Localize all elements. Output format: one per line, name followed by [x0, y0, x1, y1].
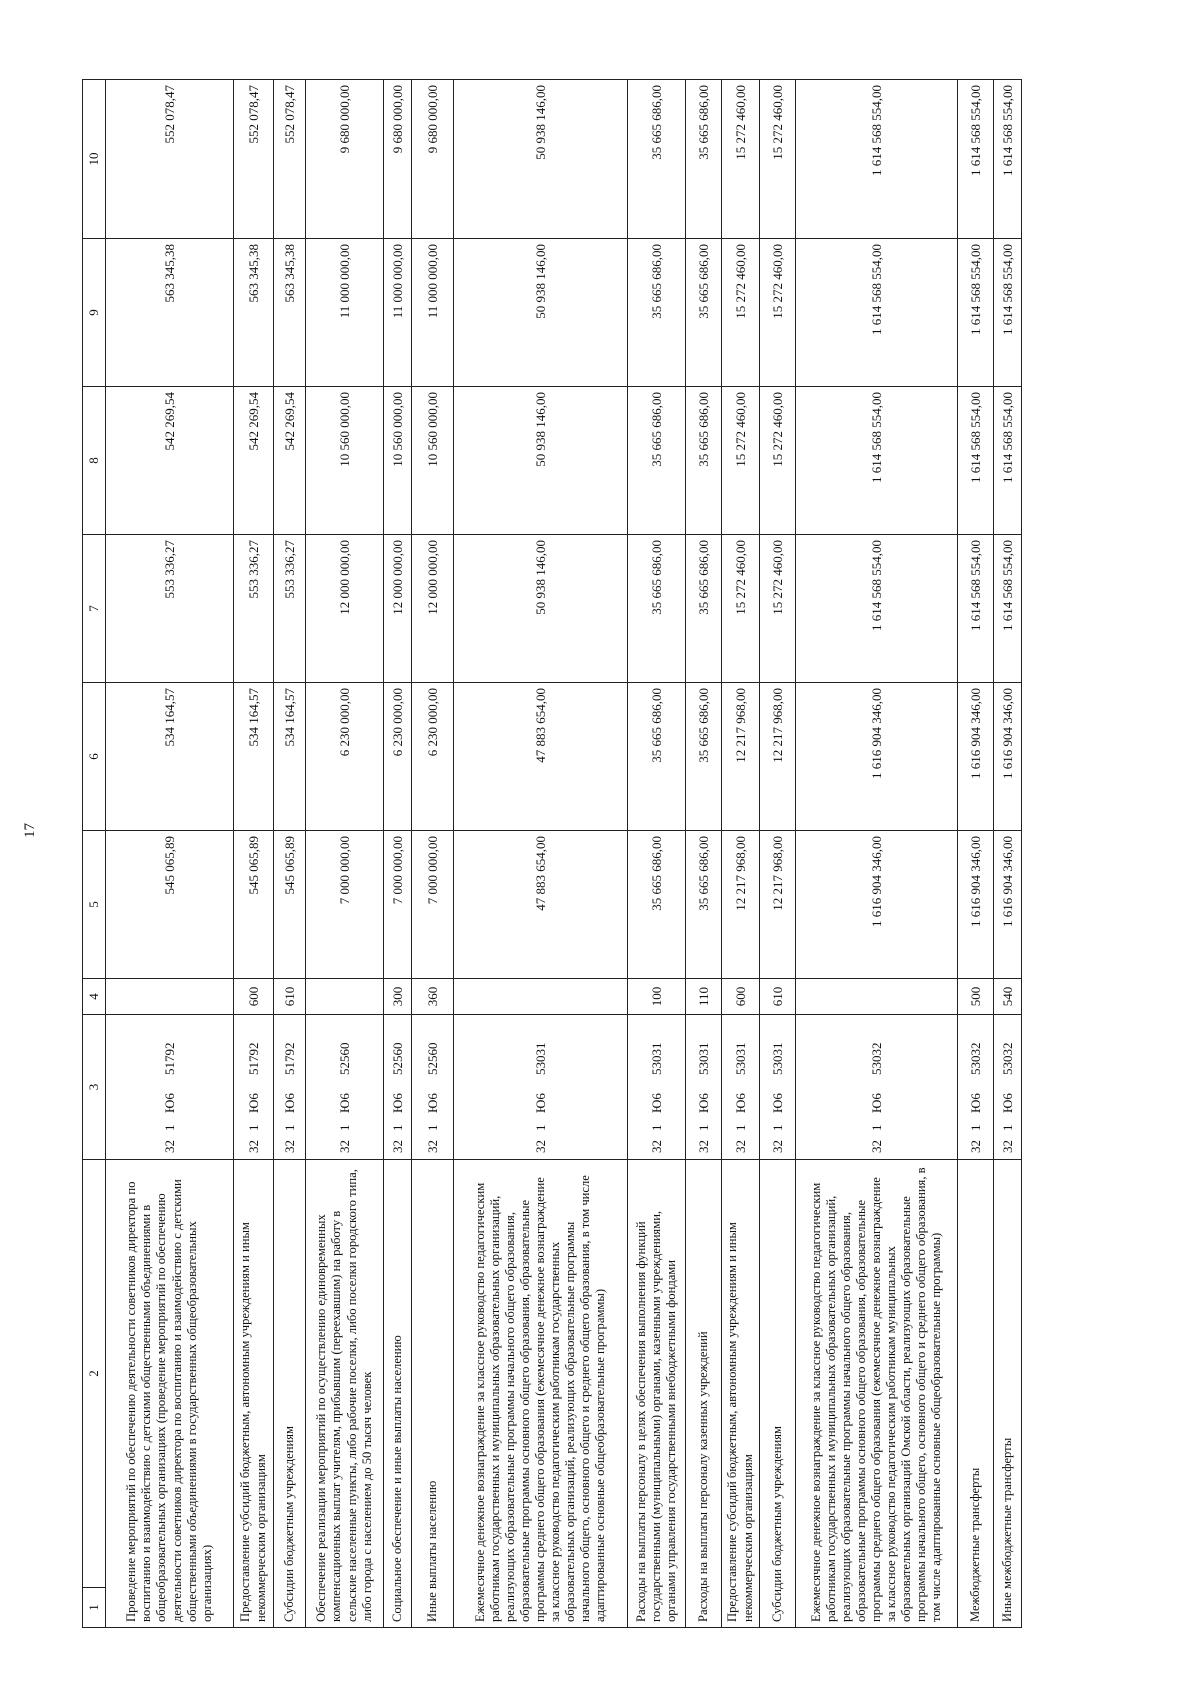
code-program: 32 — [161, 1140, 177, 1153]
value-col-9: 563 345,38 — [274, 239, 306, 387]
value-col-8: 10 560 000,00 — [384, 387, 412, 535]
value-col-9: 35 665 686,00 — [686, 239, 722, 387]
code-direction: 53031 — [648, 1042, 664, 1075]
value-col-5: 1 616 904 346,00 — [994, 831, 1022, 979]
value-col-7: 35 665 686,00 — [628, 535, 686, 683]
code-project: Ю6 — [281, 1093, 297, 1113]
code-direction: 53032 — [999, 1042, 1015, 1075]
table-row — [628, 80, 686, 1628]
expense-type: 100 — [628, 979, 686, 1015]
code-subprogram: 1 — [769, 1124, 785, 1131]
code-direction: 52560 — [336, 1042, 352, 1075]
value-col-9: 11 000 000,00 — [384, 239, 412, 387]
value-col-10: 9 680 000,00 — [306, 80, 384, 239]
value-col-7: 553 336,27 — [234, 535, 274, 683]
value-col-5: 35 665 686,00 — [628, 831, 686, 979]
value-col-7: 12 000 000,00 — [412, 535, 454, 683]
header-cell: 4 — [83, 979, 106, 1015]
code-project: Ю6 — [648, 1093, 664, 1113]
value-col-6: 6 230 000,00 — [384, 683, 412, 831]
code-subprogram: 1 — [532, 1124, 548, 1131]
code-subprogram: 1 — [695, 1124, 711, 1131]
code-subprogram: 1 — [967, 1124, 983, 1131]
value-col-6: 12 217 968,00 — [722, 683, 760, 831]
header-cell: 8 — [83, 387, 106, 535]
code-subprogram: 1 — [389, 1124, 405, 1131]
value-col-7: 15 272 460,00 — [760, 535, 796, 683]
value-col-6: 534 164,57 — [106, 683, 234, 831]
row-name: Субсидии бюджетным учреждениям — [274, 1160, 306, 1628]
expense-type: 610 — [760, 979, 796, 1015]
header-cell: 6 — [83, 683, 106, 831]
value-col-10: 9 680 000,00 — [412, 80, 454, 239]
code-program: 32 — [967, 1140, 983, 1153]
expense-type: 500 — [958, 979, 994, 1015]
value-col-7: 15 272 460,00 — [722, 535, 760, 683]
value-col-5: 7 000 000,00 — [412, 831, 454, 979]
code-direction: 53031 — [769, 1042, 785, 1075]
table-row — [686, 80, 722, 1628]
value-col-10: 15 272 460,00 — [722, 80, 760, 239]
code-subprogram: 1 — [281, 1124, 297, 1131]
value-col-8: 35 665 686,00 — [628, 387, 686, 535]
code-program: 32 — [695, 1140, 711, 1153]
row-name: Проведение мероприятий по обеспечению деятельности советников директора по воспитанию и взаимодействию с детскими общественными объединениями в общеобразовательных организациях (проведение мероприятий по обеспечению деятельности советников директора по воспитанию и взаимодействию с детскими общественными объединениями в государственных общеобразовательных организациях) — [106, 1160, 234, 1628]
value-col-9: 15 272 460,00 — [722, 239, 760, 387]
value-col-7: 553 336,27 — [274, 535, 306, 683]
value-col-9: 35 665 686,00 — [628, 239, 686, 387]
code-project: Ю6 — [868, 1093, 884, 1113]
value-col-8: 542 269,54 — [234, 387, 274, 535]
code-program: 32 — [732, 1140, 748, 1153]
header-cell: 9 — [83, 239, 106, 387]
value-col-5: 1 616 904 346,00 — [958, 831, 994, 979]
code-subprogram: 1 — [161, 1124, 177, 1131]
code-subprogram: 1 — [424, 1124, 440, 1131]
value-col-7: 1 614 568 554,00 — [796, 535, 958, 683]
value-col-5: 545 065,89 — [274, 831, 306, 979]
code-subprogram: 1 — [732, 1124, 748, 1131]
table-row — [106, 80, 234, 1628]
value-col-10: 1 614 568 554,00 — [796, 80, 958, 239]
value-col-7: 50 938 146,00 — [454, 535, 628, 683]
code-program: 32 — [245, 1140, 261, 1153]
row-name: Социальное обеспечение и иные выплаты населению — [384, 1160, 412, 1628]
target-code — [994, 1015, 1022, 1160]
expense-type — [106, 979, 234, 1015]
value-col-10: 9 680 000,00 — [384, 80, 412, 239]
value-col-6: 1 616 904 346,00 — [796, 683, 958, 831]
table-row — [760, 80, 796, 1628]
table-row — [454, 80, 628, 1628]
code-subprogram: 1 — [336, 1124, 352, 1131]
code-direction: 52560 — [389, 1042, 405, 1075]
value-col-6: 1 616 904 346,00 — [958, 683, 994, 831]
expense-type — [454, 979, 628, 1015]
value-col-5: 545 065,89 — [106, 831, 234, 979]
value-col-10: 1 614 568 554,00 — [958, 80, 994, 239]
expense-type — [306, 979, 384, 1015]
code-subprogram: 1 — [245, 1124, 261, 1131]
target-code — [686, 1015, 722, 1160]
code-direction: 53031 — [732, 1042, 748, 1075]
value-col-8: 10 560 000,00 — [306, 387, 384, 535]
value-col-9: 563 345,38 — [106, 239, 234, 387]
value-col-7: 1 614 568 554,00 — [994, 535, 1022, 683]
value-col-6: 35 665 686,00 — [686, 683, 722, 831]
code-subprogram: 1 — [999, 1124, 1015, 1131]
value-col-8: 50 938 146,00 — [454, 387, 628, 535]
value-col-8: 1 614 568 554,00 — [994, 387, 1022, 535]
value-col-7: 12 000 000,00 — [384, 535, 412, 683]
code-direction: 53031 — [695, 1042, 711, 1075]
code-direction: 53031 — [532, 1042, 548, 1075]
value-col-5: 1 616 904 346,00 — [796, 831, 958, 979]
target-code — [306, 1015, 384, 1160]
table-body — [106, 80, 1022, 1628]
value-col-10: 15 272 460,00 — [760, 80, 796, 239]
table-row — [384, 80, 412, 1628]
value-col-10: 1 614 568 554,00 — [994, 80, 1022, 239]
code-direction: 53032 — [967, 1042, 983, 1075]
header-cell: 5 — [83, 831, 106, 979]
code-program: 32 — [868, 1140, 884, 1153]
row-name: Ежемесячное денежное вознаграждение за классное руководство педагогическим работникам государственных и муниципальных образовательных организаций, реализующих образовательные программы начального общего образования, образовательные программы основного общего образования, образовательные программы среднего общего образования (ежемесячное денежное вознаграждение за классное руководство педагогическим работникам муниципальных образовательных организаций Омской области, реализующих образовательные программы начального общего, основного общего и среднего общего образования, в том числе адаптированные основные общеобразовательные программы) — [796, 1160, 958, 1628]
value-col-5: 7 000 000,00 — [306, 831, 384, 979]
code-project: Ю6 — [732, 1093, 748, 1113]
row-name: Межбюджетные трансферты — [958, 1160, 994, 1628]
value-col-7: 553 336,27 — [106, 535, 234, 683]
budget-table — [82, 79, 1022, 1628]
table-row — [994, 80, 1022, 1628]
target-code — [796, 1015, 958, 1160]
value-col-7: 1 614 568 554,00 — [958, 535, 994, 683]
code-project: Ю6 — [336, 1093, 352, 1113]
table-row — [412, 80, 454, 1628]
expense-type: 600 — [234, 979, 274, 1015]
code-program: 32 — [281, 1140, 297, 1153]
value-col-5: 7 000 000,00 — [384, 831, 412, 979]
code-program: 32 — [389, 1140, 405, 1153]
code-project: Ю6 — [999, 1093, 1015, 1113]
expense-type: 300 — [384, 979, 412, 1015]
table-row — [796, 80, 958, 1628]
code-direction: 52560 — [424, 1042, 440, 1075]
value-col-8: 35 665 686,00 — [686, 387, 722, 535]
row-name: Иные межбюджетные трансферты — [994, 1160, 1022, 1628]
value-col-8: 1 614 568 554,00 — [958, 387, 994, 535]
code-direction: 53032 — [868, 1042, 884, 1075]
value-col-10: 552 078,47 — [274, 80, 306, 239]
row-name: Предоставление субсидий бюджетным, автономным учреждениям и иным некоммерческим организациям — [722, 1160, 760, 1628]
header-cell: 3 — [83, 1015, 106, 1160]
value-col-8: 542 269,54 — [106, 387, 234, 535]
row-name: Предоставление субсидий бюджетным, автономным учреждениям и иным некоммерческим организациям — [234, 1160, 274, 1628]
expense-type — [796, 979, 958, 1015]
expense-type: 600 — [722, 979, 760, 1015]
value-col-5: 12 217 968,00 — [722, 831, 760, 979]
code-program: 32 — [648, 1140, 664, 1153]
value-col-10: 50 938 146,00 — [454, 80, 628, 239]
code-program: 32 — [424, 1140, 440, 1153]
target-code — [760, 1015, 796, 1160]
value-col-10: 35 665 686,00 — [628, 80, 686, 239]
expense-type: 360 — [412, 979, 454, 1015]
code-program: 32 — [999, 1140, 1015, 1153]
value-col-6: 534 164,57 — [234, 683, 274, 831]
code-project: Ю6 — [389, 1093, 405, 1113]
value-col-10: 552 078,47 — [106, 80, 234, 239]
code-direction: 51792 — [161, 1042, 177, 1075]
value-col-9: 1 614 568 554,00 — [796, 239, 958, 387]
code-project: Ю6 — [245, 1093, 261, 1113]
target-code — [234, 1015, 274, 1160]
code-project: Ю6 — [532, 1093, 548, 1113]
value-col-8: 10 560 000,00 — [412, 387, 454, 535]
target-code — [274, 1015, 306, 1160]
target-code — [628, 1015, 686, 1160]
value-col-6: 1 616 904 346,00 — [994, 683, 1022, 831]
value-col-5: 12 217 968,00 — [760, 831, 796, 979]
value-col-8: 15 272 460,00 — [722, 387, 760, 535]
value-col-9: 1 614 568 554,00 — [958, 239, 994, 387]
expense-type: 110 — [686, 979, 722, 1015]
code-project: Ю6 — [161, 1093, 177, 1113]
value-col-6: 534 164,57 — [274, 683, 306, 831]
value-col-6: 6 230 000,00 — [412, 683, 454, 831]
code-program: 32 — [336, 1140, 352, 1153]
target-code — [106, 1015, 234, 1160]
value-col-7: 12 000 000,00 — [306, 535, 384, 683]
value-col-8: 15 272 460,00 — [760, 387, 796, 535]
row-name: Обеспечение реализации мероприятий по осуществлению единовременных компенсационных выплат учителям, прибывшим (переехавшим) на работу в сельские населенные пункты, либо рабочие поселки, либо поселки городского типа, либо города с населением до 50 тысяч человек — [306, 1160, 384, 1628]
value-col-10: 552 078,47 — [234, 80, 274, 239]
expense-type: 610 — [274, 979, 306, 1015]
code-program: 32 — [769, 1140, 785, 1153]
header-cell: 1 — [83, 1588, 106, 1628]
value-col-6: 12 217 968,00 — [760, 683, 796, 831]
code-project: Ю6 — [695, 1093, 711, 1113]
table-row — [234, 80, 274, 1628]
value-col-6: 35 665 686,00 — [628, 683, 686, 831]
table-row — [274, 80, 306, 1628]
page-number: 17 — [22, 823, 38, 838]
value-col-6: 47 883 654,00 — [454, 683, 628, 831]
value-col-5: 35 665 686,00 — [686, 831, 722, 979]
code-project: Ю6 — [769, 1093, 785, 1113]
expense-type: 540 — [994, 979, 1022, 1015]
value-col-9: 15 272 460,00 — [760, 239, 796, 387]
code-project: Ю6 — [967, 1093, 983, 1113]
header-cell: 7 — [83, 535, 106, 683]
value-col-5: 47 883 654,00 — [454, 831, 628, 979]
target-code — [454, 1015, 628, 1160]
code-subprogram: 1 — [648, 1124, 664, 1131]
value-col-9: 11 000 000,00 — [306, 239, 384, 387]
value-col-10: 35 665 686,00 — [686, 80, 722, 239]
row-name: Расходы на выплаты персоналу в целях обеспечения выполнения функций государственными (муниципальными) органами, казенными учреждениями, органами управления государственными внебюджетными фондами — [628, 1160, 686, 1628]
code-direction: 51792 — [281, 1042, 297, 1075]
target-code — [958, 1015, 994, 1160]
code-direction: 51792 — [245, 1042, 261, 1075]
header-row — [83, 80, 106, 1628]
value-col-9: 563 345,38 — [234, 239, 274, 387]
value-col-7: 35 665 686,00 — [686, 535, 722, 683]
value-col-9: 1 614 568 554,00 — [994, 239, 1022, 387]
code-project: Ю6 — [424, 1093, 440, 1113]
row-name: Расходы на выплаты персоналу казенных учреждений — [686, 1160, 722, 1628]
code-subprogram: 1 — [868, 1124, 884, 1131]
value-col-8: 542 269,54 — [274, 387, 306, 535]
value-col-6: 6 230 000,00 — [306, 683, 384, 831]
table-row — [958, 80, 994, 1628]
table-row — [306, 80, 384, 1628]
row-name: Ежемесячное денежное вознаграждение за классное руководство педагогическим работникам государственных и муниципальных образовательных организаций, реализующих образовательные программы начального общего образования, образовательные программы основного общего образования, образовательные программы среднего общего образования (ежемесячное денежное вознаграждение за классное руководство педагогическим работникам государственных образовательных организаций, реализующих образовательные программы начального общего, основного общего и среднего общего образования, в том числе адаптированные основные общеобразовательные программы) — [454, 1160, 628, 1628]
value-col-9: 11 000 000,00 — [412, 239, 454, 387]
header-cell: 10 — [83, 80, 106, 239]
rotated-page — [82, 80, 1102, 1628]
row-name: Иные выплаты населению — [412, 1160, 454, 1628]
header-cell: 2 — [83, 1160, 106, 1588]
value-col-9: 50 938 146,00 — [454, 239, 628, 387]
table-row — [722, 80, 760, 1628]
value-col-8: 1 614 568 554,00 — [796, 387, 958, 535]
target-code — [412, 1015, 454, 1160]
code-program: 32 — [532, 1140, 548, 1153]
row-name: Субсидии бюджетным учреждениям — [760, 1160, 796, 1628]
target-code — [722, 1015, 760, 1160]
value-col-5: 545 065,89 — [234, 831, 274, 979]
target-code — [384, 1015, 412, 1160]
